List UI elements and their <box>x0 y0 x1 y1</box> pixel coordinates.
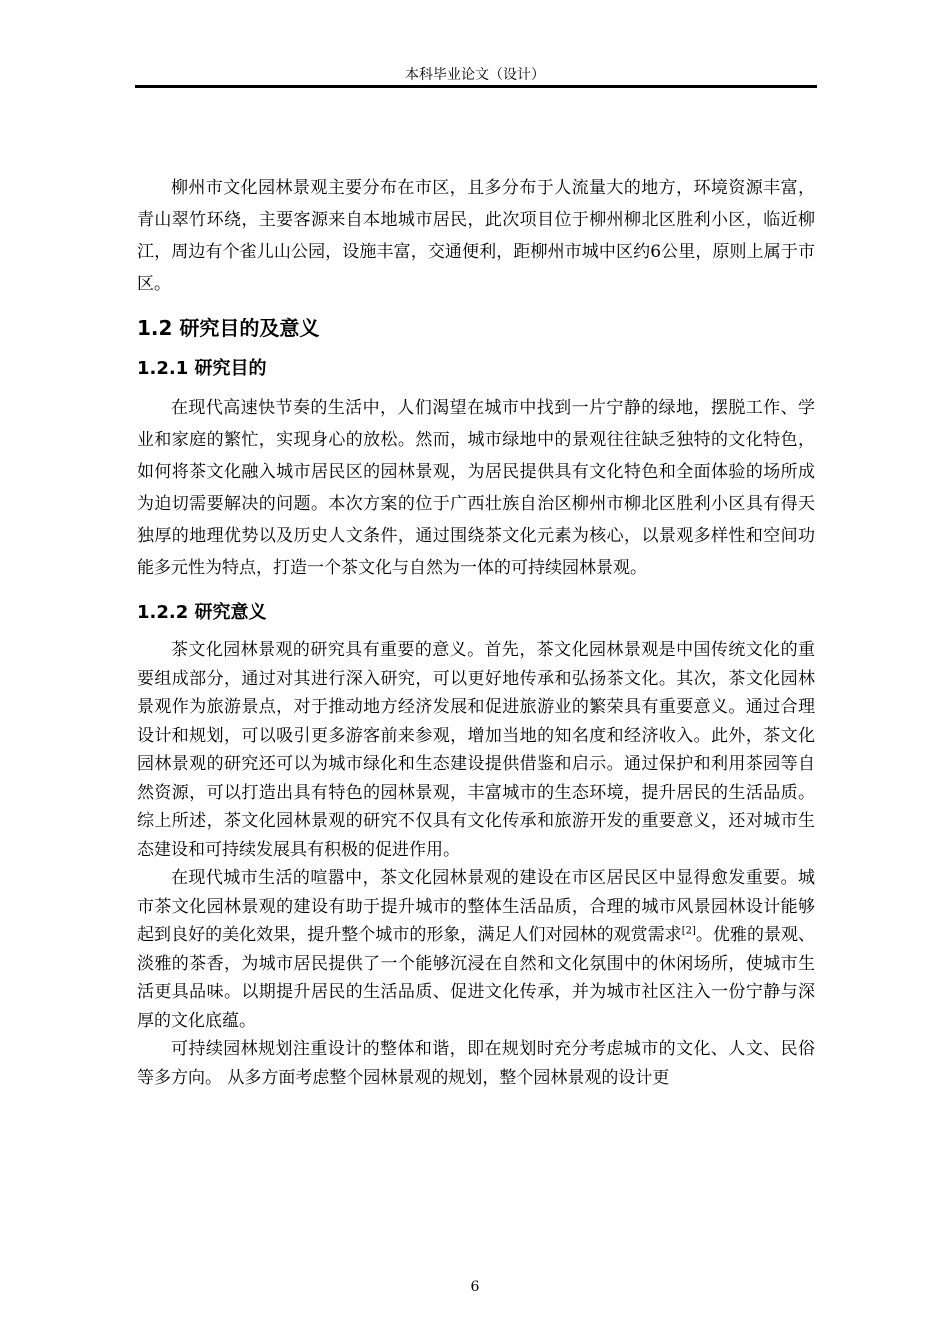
section-heading-1-2-1: 1.2.1 研究目的 <box>137 358 267 379</box>
page-number: 6 <box>470 1279 480 1295</box>
page-header-title: 本科毕业论文（设计） <box>405 67 545 83</box>
paragraph-significance-2-part-b: 。优雅的景观、淡雅的茶香，为城市居民提供了一个能够沉浸在自然和文化氛围中的休闲场所，使城市生活更具品味。以期提升居民的生活品质、促进文化传承，并为城市社区注入一份宁静与深厚的文化底蕴。 <box>137 925 816 1031</box>
citation-reference: [2] <box>681 925 696 937</box>
paragraph-research-significance-2 <box>137 864 815 1035</box>
section-heading-1-2-2: 1.2.2 研究意义 <box>137 602 267 623</box>
paragraph-research-significance-1: 茶文化园林景观的研究具有重要的意义。首先，茶文化园林景观是中国传统文化的重要组成部分，通过对其进行深入研究，可以更好地传承和弘扬茶文化。其次，茶文化园林景观作为旅游景点，对于推动地方经济发展和促进旅游业的繁荣具有重要意义。通过合理设计和规划，可以吸引更多游客前来参观，增加当地的知名度和经济收入。此外，茶文化园林景观的研究还可以为城市绿化和生态建设提供借鉴和启示。通过保护和利用茶园等自然资源，可以打造出具有特色的园林景观，丰富城市的生态环境，提升居民的生活品质。综上所述，茶文化园林景观的研究不仅具有文化传承和旅游开发的重要意义，还对城市生态建设和可持续发展具有积极的促进作用。 <box>137 640 815 860</box>
paragraph-location-intro: 柳州市文化园林景观主要分布在市区，且多分布于人流量大的地方，环境资源丰富，青山翠竹环绕，主要客源来自本地城市居民，此次项目位于柳州柳北区胜利小区，临近柳江，周边有个雀儿山公园，设施丰富，交通便利，距柳州市城中区约6公里，原则上属于市区。 <box>137 178 815 294</box>
section-heading-1-2: 1.2 研究目的及意义 <box>137 316 320 340</box>
main-content <box>137 172 815 1092</box>
header-divider <box>135 85 817 88</box>
paragraph-research-significance-3: 可持续园林规划注重设计的整体和谐，即在规划时充分考虑城市的文化、人文、民俗等多方向。 从多方面考虑整个园林景观的规划，整个园林景观的设计更 <box>137 1039 815 1088</box>
paragraph-significance-2-part-a: 在现代城市生活的喧嚣中，茶文化园林景观的建设在市区居民区中显得愈发重要。城市茶文化园林景观的建设有助于提升城市的整体生活品质，合理的城市风景园林设计能够起到良好的美化效果，提升整个城市的形象，满足人们对园林的观赏需求 <box>137 868 815 945</box>
paragraph-research-purpose: 在现代高速快节奏的生活中，人们渴望在城市中找到一片宁静的绿地，摆脱工作、学业和家庭的繁忙，实现身心的放松。然而，城市绿地中的景观往往缺乏独特的文化特色，如何将茶文化融入城市居民区的园林景观，为居民提供具有文化特色和全面体验的场所成为迫切需要解决的问题。本次方案的位于广西壮族自治区柳州市柳北区胜利小区具有得天独厚的地理优势以及历史人文条件，通过围绕茶文化元素为核心，以景观多样性和空间功能多元性为特点，打造一个茶文化与自然为一体的可持续园林景观。 <box>137 398 815 578</box>
